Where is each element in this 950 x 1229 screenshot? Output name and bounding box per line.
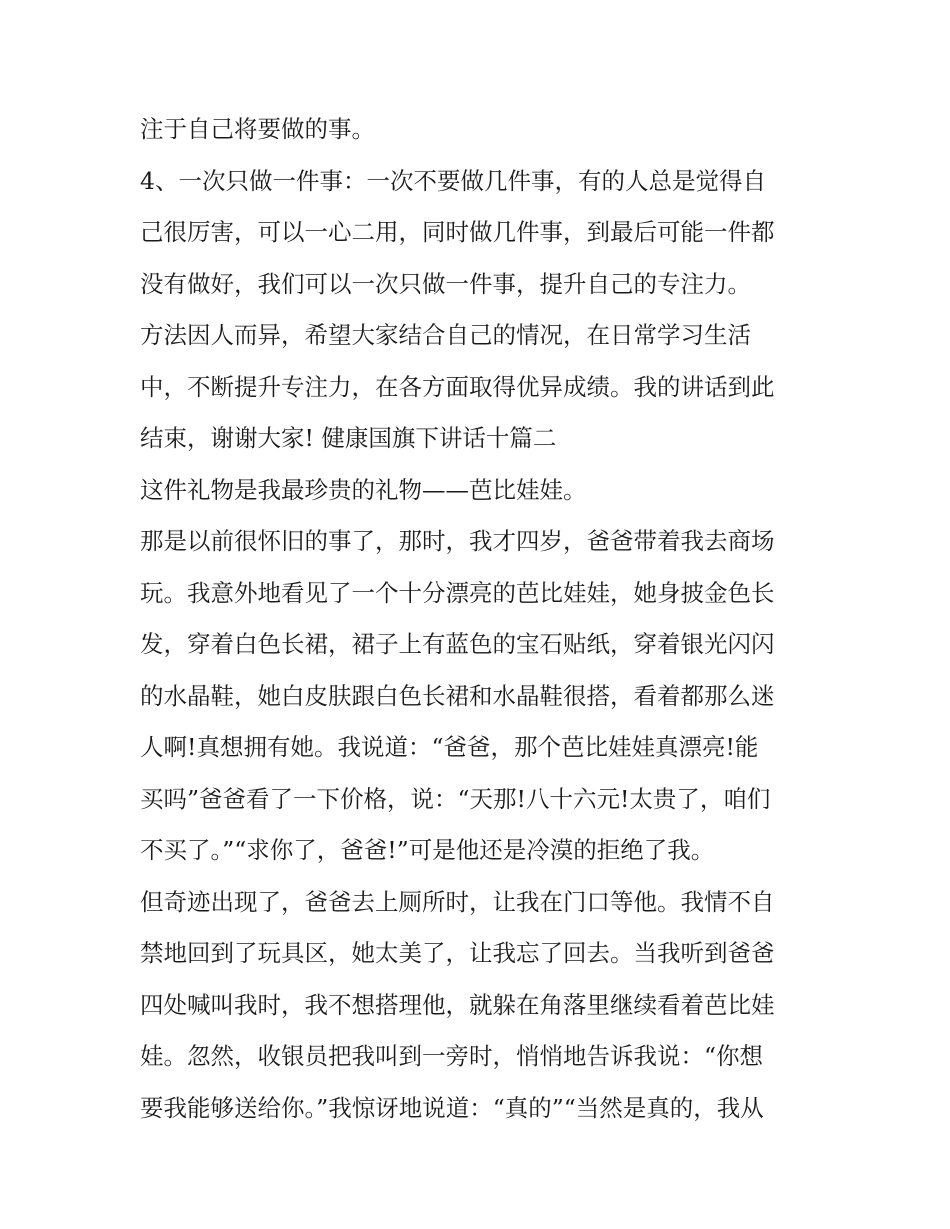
text-line: 4、一次只做一件事：一次不要做几件事，有的人总是觉得自 (140, 166, 766, 195)
text-line: 这件礼物是我最珍贵的礼物——芭比娃娃。 (140, 475, 587, 504)
text-line: 中，不断提升专注力，在各方面取得优异成绩。我的讲话到此 (140, 372, 775, 401)
text-line: 娃。忽然，收银员把我叫到一旁时，悄悄地告诉我说：“你想 (140, 1042, 764, 1070)
text-line: 那是以前很怀旧的事了，那时，我才四岁，爸爸带着我去商场 (140, 527, 775, 555)
text-line: 四处喊叫我时，我不想搭理他，就躲在角落里继续看着芭比娃 (140, 990, 775, 1019)
text-line: 发，穿着白色长裙，裙子上有蓝色的宝石贴纸，穿着银光闪闪 (140, 630, 775, 658)
text-line: 注于自己将要做的事。 (140, 115, 375, 143)
text-line: 要我能够送给你。”我惊讶地说道：“真的”“当然是真的，我从 (140, 1093, 764, 1122)
text-line: 没有做好，我们可以一次只做一件事，提升自己的专注力。 (140, 269, 751, 298)
document-body (140, 104, 830, 1134)
text-line: 人啊!真想拥有她。我说道：“爸爸，那个芭比娃娃真漂亮!能 (140, 733, 759, 761)
text-line: 买吗”爸爸看了一下价格，说：“天那!八十六元!太贵了，咱们 (140, 784, 771, 813)
text-line: 不买了。”“求你了，爸爸!”可是他还是冷漠的拒绝了我。 (140, 836, 715, 864)
text-line: 方法因人而异，希望大家结合自己的情况，在日常学习生活 (140, 321, 751, 349)
text-line: 的水晶鞋，她白皮肤跟白色长裙和水晶鞋很搭，看着都那么迷 (140, 681, 775, 710)
text-line: 结束，谢谢大家! 健康国旗下讲话十篇二 (140, 424, 557, 452)
text-line: 但奇迹出现了，爸爸去上厕所时，让我在门口等他。我情不自 (140, 887, 775, 916)
text-line: 玩。我意外地看见了一个十分漂亮的芭比娃娃，她身披金色长 (140, 578, 775, 607)
text-line: 禁地回到了玩具区，她太美了，让我忘了回去。当我听到爸爸 (140, 939, 775, 967)
text-line: 己很厉害，可以一心二用，同时做几件事，到最后可能一件都 (140, 218, 775, 246)
